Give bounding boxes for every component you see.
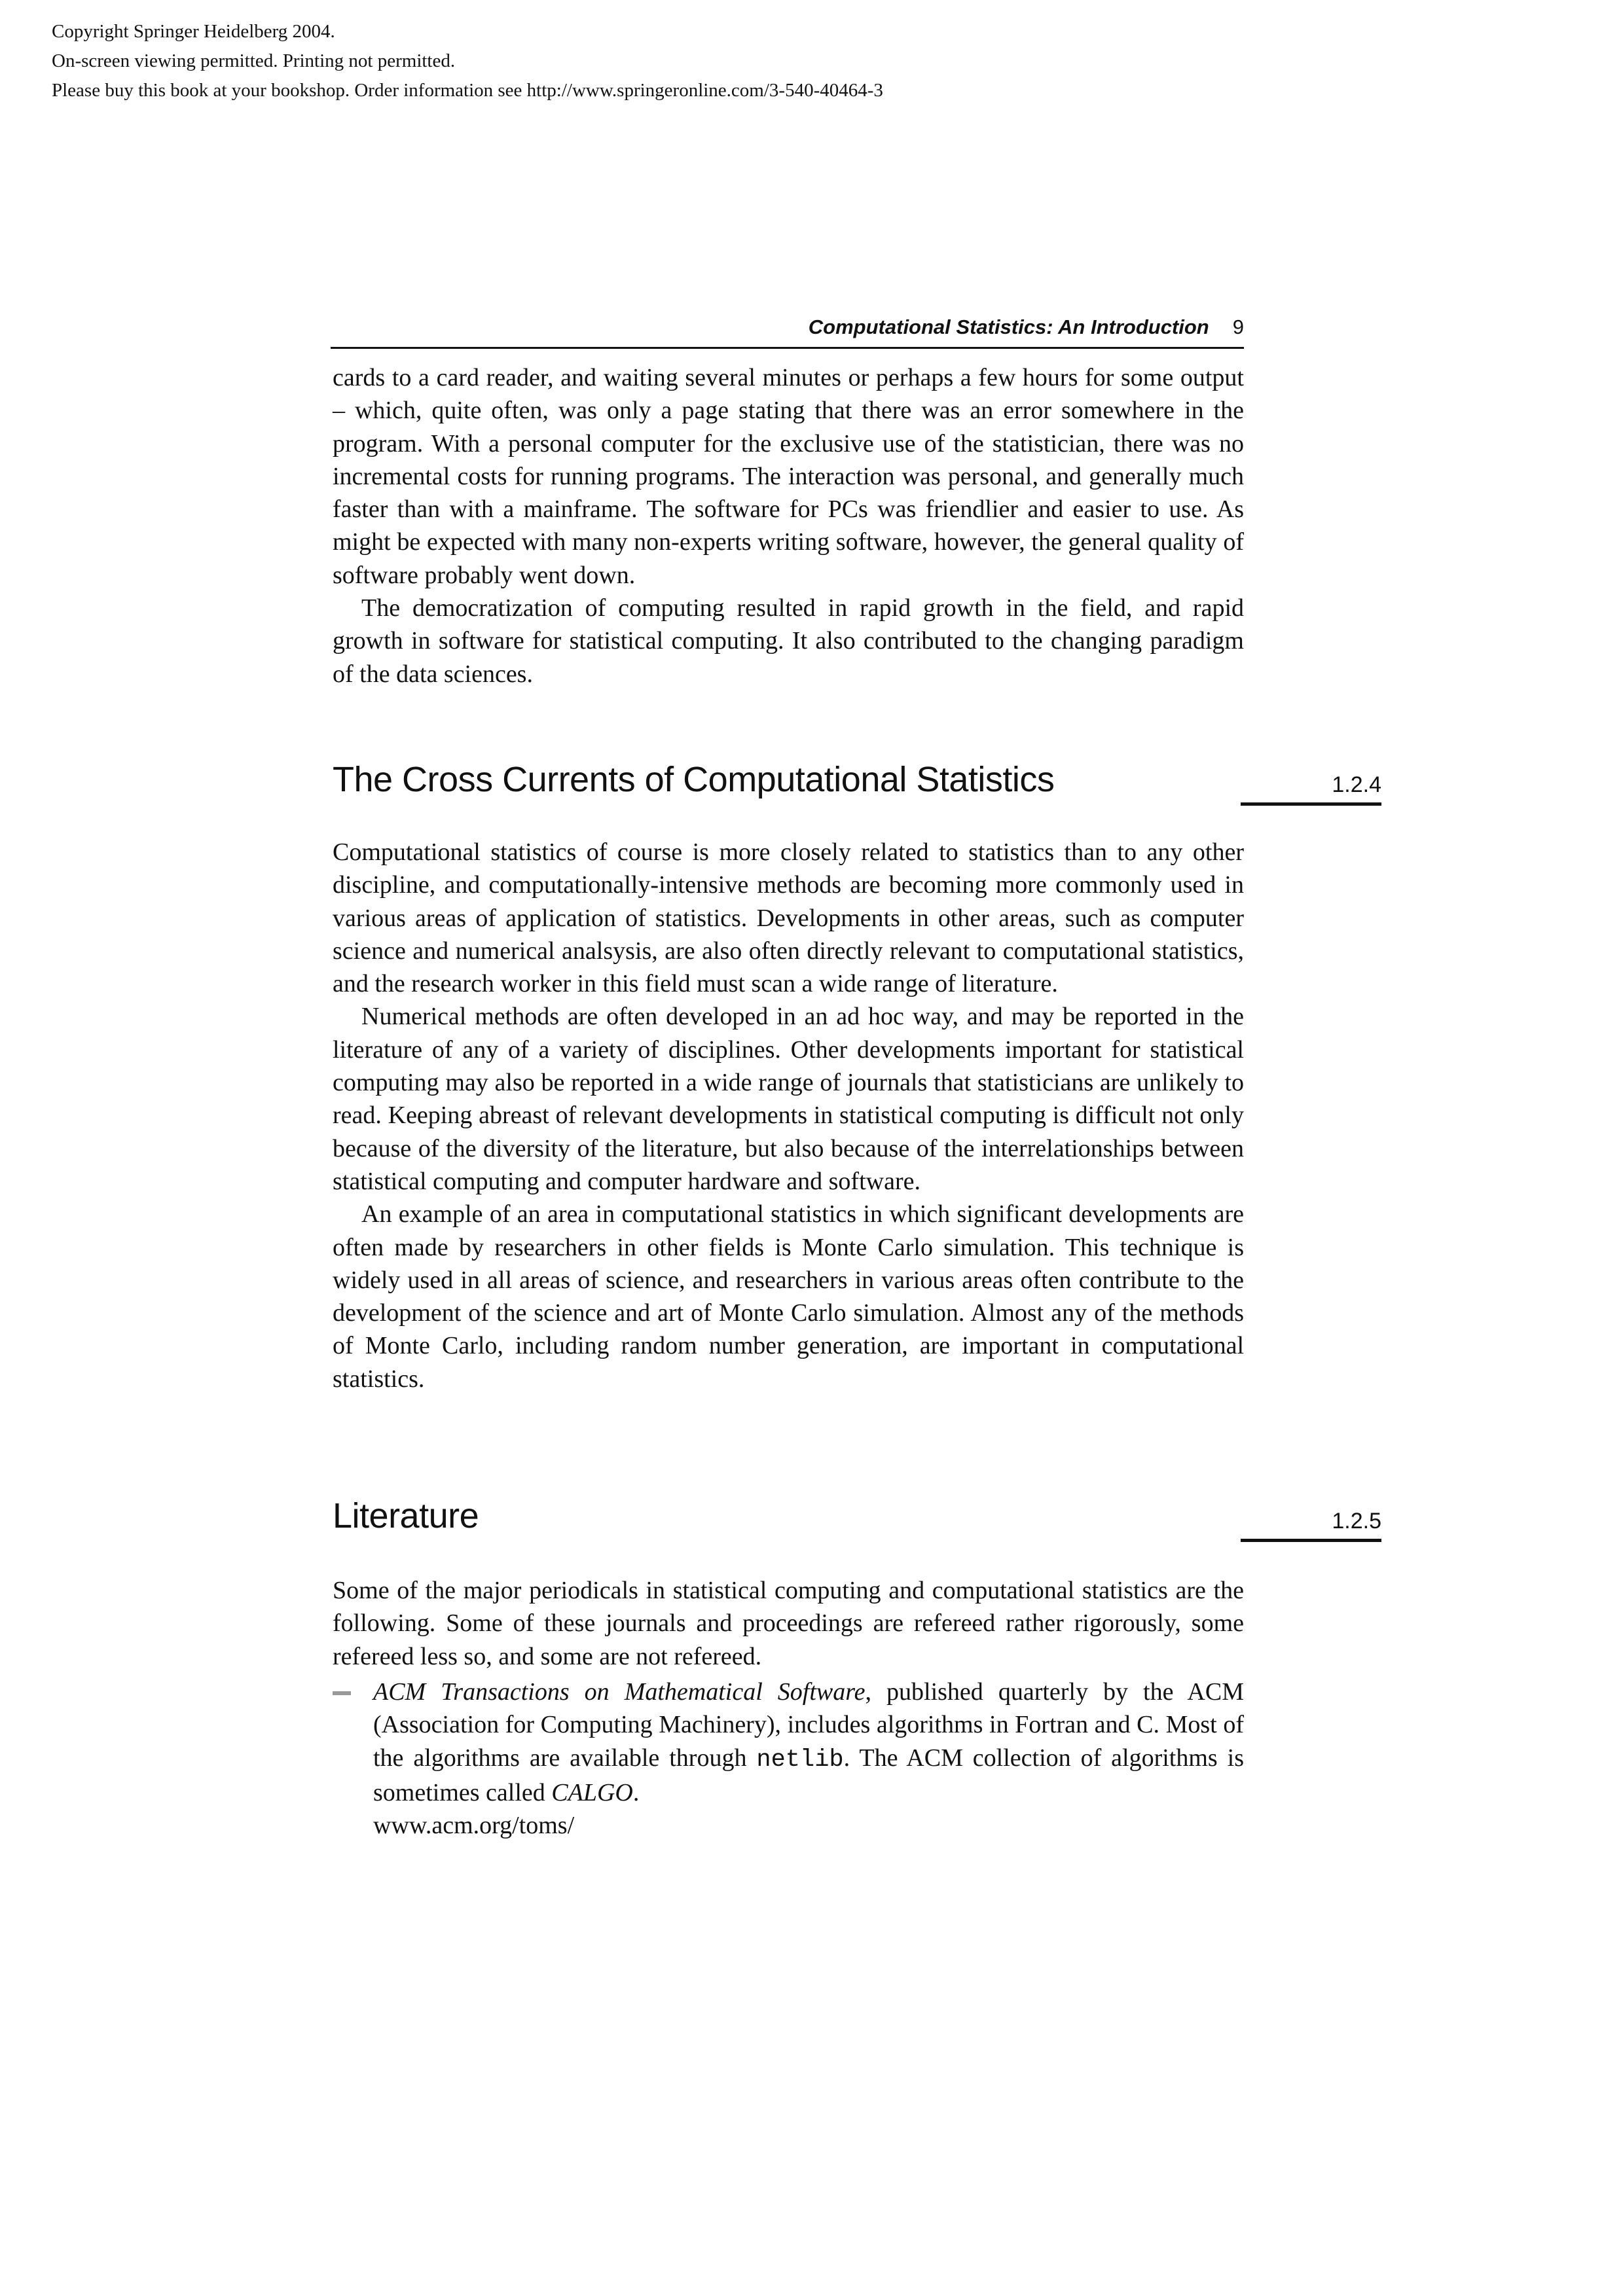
cross-currents-paragraph-1: Computational statistics of course is more closely related to statistics than to any other discipline, and computationally-intensive methods are becoming more commonly used in various areas of application of statistics. Developments in other areas, such as computer science and numerical analsysis, are also often directly relevant to computational statistics, and the research worker in this field must scan a wide range of literature. xyxy=(333,838,1244,998)
section-number-1-2-4: 1.2.4 xyxy=(1241,772,1381,806)
journal-title: ACM Transactions on Mathematical Software xyxy=(373,1678,866,1706)
list-item xyxy=(333,1676,1244,1842)
calgo-name: CALGO xyxy=(551,1778,633,1806)
copyright-line-1: Copyright Springer Heidelberg 2004. xyxy=(52,21,335,42)
list-item-body xyxy=(373,1676,1244,1809)
cross-currents-paragraph-3: An example of an area in computational statistics in which significant developments are often made by researchers in other fields is Monte Carlo simulation. This technique is widely used in all areas of science, and researchers in various areas often contribute to the development of the science and art of Monte Carlo simulation. Almost any of the methods of Monte Carlo, including random number generation, are important in computational statistics. xyxy=(333,1200,1244,1393)
journal-description-c: . xyxy=(632,1778,640,1806)
cross-currents-paragraph-2: Numerical methods are often developed in an ad hoc way, and may be reported in the literature of any of a variety of disciplines. Other developments important for statistical computing may also be reported in a wide range of journals that statisticians are unlikely to read. Keeping abreast of relevant developments in statistical computing is difficult not only because of the diversity of the literature, but also because of the interrelationships between statistical computing and computer hardware and software. xyxy=(333,1003,1244,1195)
periodicals-list xyxy=(333,1676,1244,1842)
section-heading-literature: Literature xyxy=(333,1496,479,1535)
literature-text xyxy=(333,1574,1244,1673)
dash-bullet-icon xyxy=(333,1691,351,1695)
intro-text xyxy=(333,361,1244,691)
section-number-1-2-5: 1.2.5 xyxy=(1241,1509,1381,1542)
journal-url: www.acm.org/toms/ xyxy=(373,1812,575,1840)
intro-paragraph-1: cards to a card reader, and waiting several minutes or perhaps a few hours for some output – which, quite often, was only a page stating that there was an error somewhere in the program. With a personal computer for the exclusive use of the statistician, there was no incremental costs for running programs. The interaction was personal, and generally much faster than with a mainframe. The software for PCs was friendlier and easier to use. As might be expected with many non-experts writing software, however, the general quality of software probably went down. xyxy=(333,364,1244,589)
running-head-title: Computational Statistics: An Introduction xyxy=(808,315,1209,338)
cross-currents-text xyxy=(333,836,1244,1395)
copyright-notice xyxy=(52,17,883,105)
journal-description-b: . The ACM collection of algorithms is sometimes called xyxy=(373,1744,1244,1806)
copyright-line-2: On-screen viewing permitted. Printing not permitted. xyxy=(52,50,456,71)
netlib-code: netlib xyxy=(756,1746,844,1774)
section-heading-cross-currents: The Cross Currents of Computational Statistics xyxy=(333,760,1055,799)
literature-paragraph-1: Some of the major periodicals in statistical computing and computational statistics are the following. Some of these journals and proceedings are refereed rather rigorously, some refereed less so, and some are not refereed. xyxy=(333,1577,1244,1670)
running-head xyxy=(331,315,1244,349)
copyright-line-3: Please buy this book at your bookshop. Order information see http://www.springeronline.com/3-540-40464-3 xyxy=(52,80,883,101)
journal-description-a: , published quarterly by the ACM (Association for Computing Machinery), includes algorithms in Fortran and C. Most of the algorithms are available through xyxy=(373,1678,1244,1772)
page-number: 9 xyxy=(1232,315,1244,338)
intro-paragraph-2: The democratization of computing resulted in rapid growth in the field, and rapid growth in software for statistical computing. It also contributed to the changing paradigm of the data sciences. xyxy=(333,594,1244,688)
